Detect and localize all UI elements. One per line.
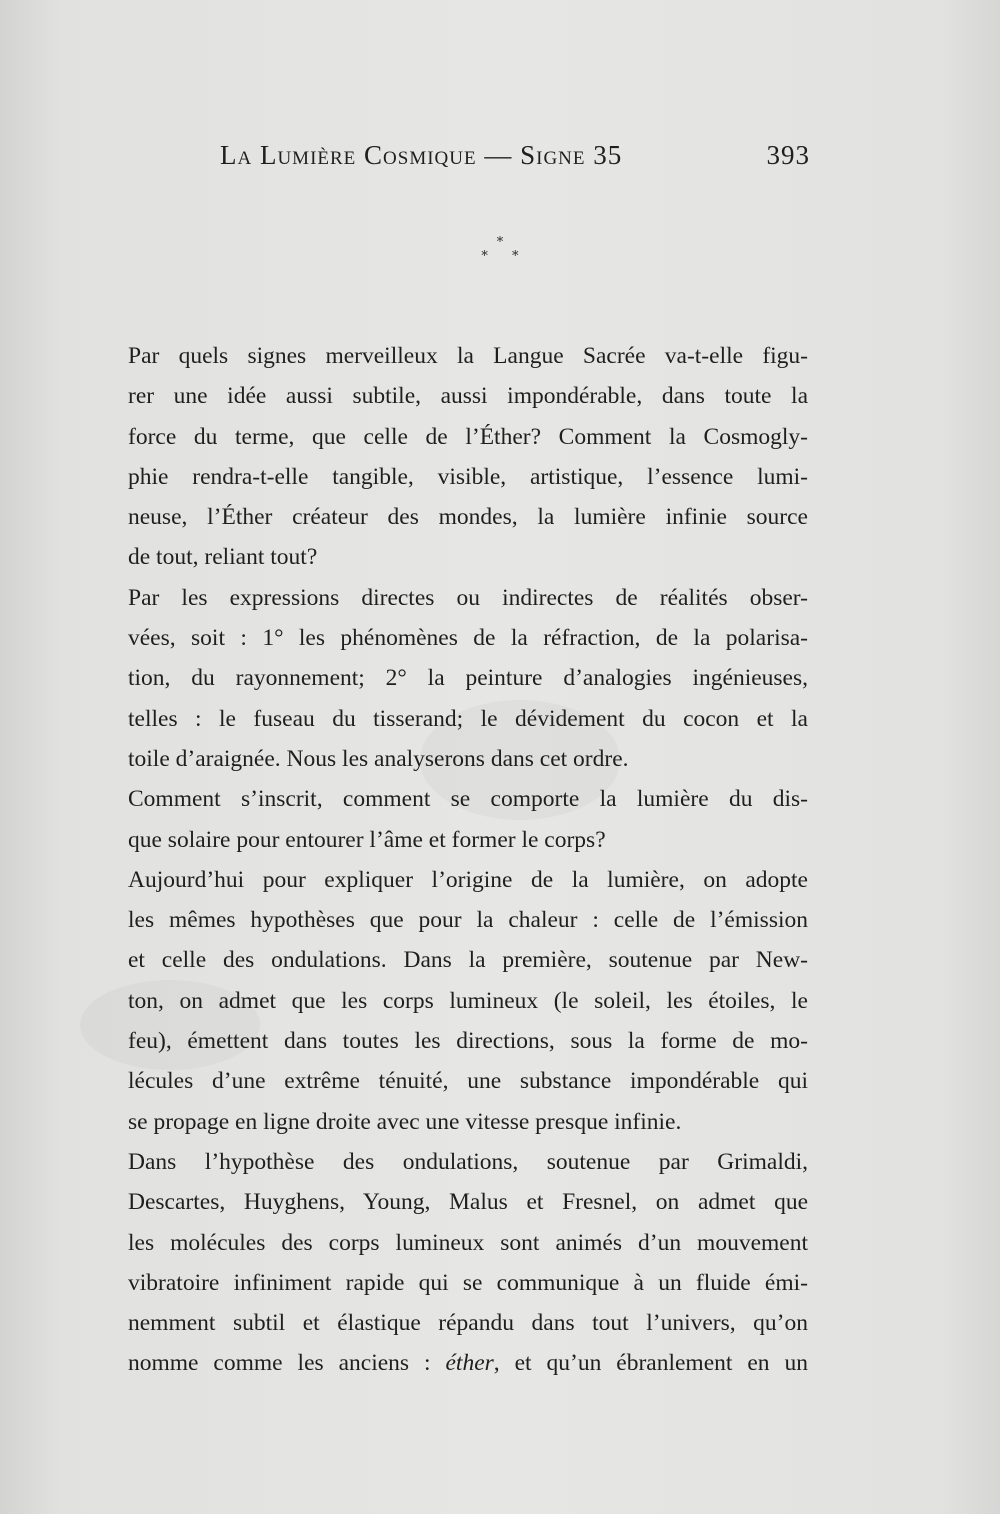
text-line: les molécules des corps lumineux sont animés d’un mouvement: [128, 1229, 808, 1256]
paragraph: [90, 336, 808, 578]
text-line: que solaire pour entourer l’âme et former le corps?: [128, 826, 606, 853]
text-line: telles : le fuseau du tisserand; le dévidement du cocon et la: [128, 705, 808, 732]
section-ornament: [0, 236, 1000, 264]
text-line: nemment subtil et élastique répandu dans tout l’univers, qu’on: [128, 1310, 808, 1337]
line-segment: nomme comme les anciens :: [128, 1350, 446, 1377]
paragraph: [90, 1142, 808, 1384]
body-text: [90, 336, 808, 1384]
text-line: Aujourd’hui pour expliquer l’origine de la lumière, on adopte: [128, 866, 808, 893]
paragraph: [90, 779, 808, 860]
italic-term-ether: éther: [445, 1350, 494, 1377]
ornament-bottom-asterisks: * *: [481, 249, 529, 264]
text-line: ton, on admet que les corps lumineux (le soleil, les étoiles, le: [128, 987, 808, 1014]
paragraph: [90, 860, 808, 1142]
text-line: se propage en ligne droite avec une vitesse presque infinie.: [128, 1108, 682, 1135]
text-line: de tout, reliant tout?: [128, 544, 318, 571]
text-line: vibratoire infiniment rapide qui se communique à un fluide émi-: [128, 1269, 808, 1296]
text-line: les mêmes hypothèses que pour la chaleur : celle de l’émission: [128, 907, 808, 934]
text-line: neuse, l’Éther créateur des mondes, la lumière infinie source: [128, 504, 808, 531]
text-line: vées, soit : 1° les phénomènes de la réfraction, de la polarisa-: [128, 625, 808, 652]
text-line: Par les expressions directes ou indirectes de réalités obser-: [128, 584, 808, 611]
line-segment: , et qu’un ébranlement en un: [493, 1350, 808, 1377]
text-line: toile d’araignée. Nous les analyserons dans cet ordre.: [128, 745, 629, 772]
text-line: et celle des ondulations. Dans la première, soutenue par New-: [128, 947, 808, 974]
text-line: Par quels signes merveilleux la Langue Sacrée va-t-elle figu-: [128, 343, 808, 369]
text-line: lécules d’une extrême ténuité, une substance impondérable qui: [128, 1068, 808, 1095]
text-line: feu), émettent dans toutes les directions, sous la forme de mo-: [128, 1028, 808, 1055]
running-head: La Lumière Cosmique — Signe 35: [220, 140, 623, 170]
text-line: phie rendra-t-elle tangible, visible, artistique, l’essence lumi-: [128, 463, 808, 490]
text-line: [90, 1343, 808, 1383]
text-line: Comment s’inscrit, comment se comporte la lumière du dis-: [128, 786, 808, 813]
page-header: [90, 140, 810, 180]
text-line: tion, du rayonnement; 2° la peinture d’analogies ingénieuses,: [128, 665, 808, 692]
text-line: Dans l’hypothèse des ondulations, soutenue par Grimaldi,: [128, 1148, 808, 1175]
text-line: force du terme, que celle de l’Éther? Comment la Cosmogly-: [128, 423, 808, 450]
paragraph: [90, 578, 808, 779]
ornament-top-asterisk: *: [496, 235, 504, 250]
text-line: rer une idée aussi subtile, aussi impondérable, dans toute la: [128, 383, 808, 410]
page-number: 393: [766, 140, 810, 170]
text-line: Descartes, Huyghens, Young, Malus et Fresnel, on admet que: [128, 1189, 808, 1216]
